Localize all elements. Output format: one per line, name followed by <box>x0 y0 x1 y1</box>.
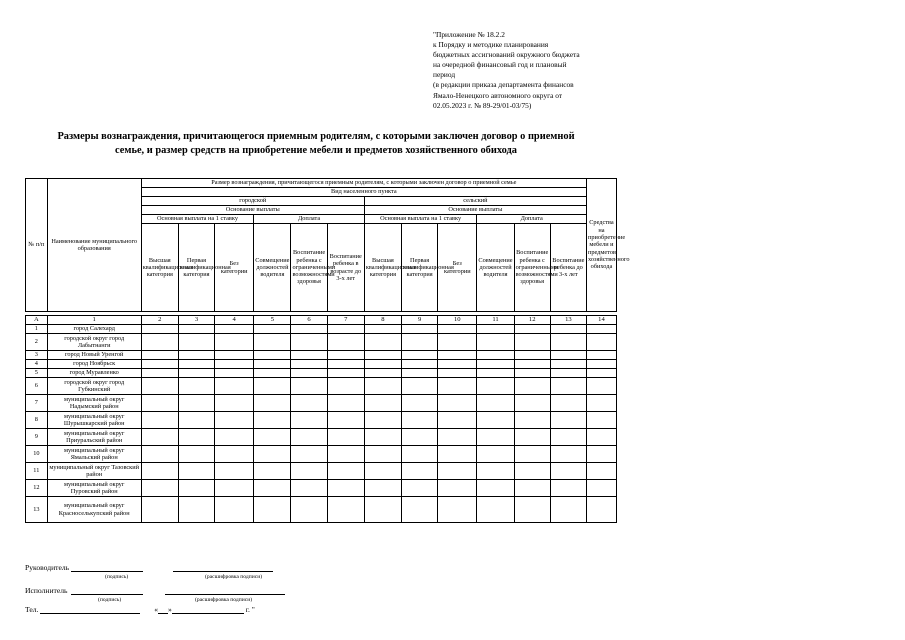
column-number: 5 <box>254 316 291 325</box>
value-cell[interactable] <box>477 395 514 412</box>
header-urban-sub-5: Воспитание ребенка с ограниченными возможностями здоровья <box>291 224 327 312</box>
table-row <box>26 378 617 395</box>
value-cell[interactable] <box>364 360 401 369</box>
column-number: 4 <box>215 316 254 325</box>
head-decode-line[interactable] <box>173 562 273 572</box>
value-cell[interactable] <box>586 446 616 463</box>
value-cell[interactable] <box>215 369 254 378</box>
value-cell[interactable] <box>514 446 550 463</box>
date-day-line[interactable] <box>158 604 168 614</box>
appendix-line: к Порядку и методике планирования <box>433 40 549 50</box>
header-rural-sub-6: Воспитание ребенка до 3-х лет <box>550 224 586 312</box>
appendix-line: на очередной финансовый год и плановый <box>433 60 567 70</box>
value-cell[interactable] <box>178 325 214 334</box>
value-cell[interactable] <box>364 497 401 523</box>
column-number: 9 <box>402 316 438 325</box>
value-cell[interactable] <box>438 378 477 395</box>
header-municipality: Наименование муниципального образования <box>47 179 141 312</box>
executor-signature-line[interactable] <box>71 585 143 595</box>
header-settlement-type: Вид населенного пункта <box>141 188 586 197</box>
row-number: 9 <box>26 429 48 446</box>
value-cell[interactable] <box>178 351 214 360</box>
header-rural-sub-1: Высшая квалификационная категория <box>364 224 401 312</box>
column-number: 3 <box>178 316 214 325</box>
value-cell[interactable] <box>550 325 586 334</box>
head-signature-line[interactable] <box>71 562 143 572</box>
table-row <box>26 325 617 334</box>
value-cell[interactable] <box>402 463 438 480</box>
value-cell[interactable] <box>254 378 291 395</box>
column-number: 8 <box>364 316 401 325</box>
phone-line[interactable] <box>40 604 140 614</box>
title-line-1: Размеры вознаграждения, причитающегося приемным родителям, с которыми заключен договор о приемной <box>57 131 575 142</box>
value-cell[interactable] <box>586 429 616 446</box>
value-cell[interactable] <box>327 497 364 523</box>
value-cell[interactable] <box>291 334 327 351</box>
value-cell[interactable] <box>364 351 401 360</box>
value-cell[interactable] <box>254 334 291 351</box>
table-row <box>26 395 617 412</box>
date-month-line[interactable] <box>172 604 244 614</box>
value-cell[interactable] <box>402 446 438 463</box>
value-cell[interactable] <box>477 369 514 378</box>
column-number: 6 <box>291 316 327 325</box>
value-cell[interactable] <box>550 395 586 412</box>
value-cell[interactable] <box>254 497 291 523</box>
value-cell[interactable] <box>254 325 291 334</box>
value-cell[interactable] <box>141 429 178 446</box>
value-cell[interactable] <box>178 497 214 523</box>
value-cell[interactable] <box>550 480 586 497</box>
value-cell[interactable] <box>477 325 514 334</box>
value-cell[interactable] <box>327 429 364 446</box>
header-number: № п/п <box>26 179 48 312</box>
value-cell[interactable] <box>550 360 586 369</box>
header-surcharge-rural: Доплата <box>477 215 587 224</box>
value-cell[interactable] <box>327 325 364 334</box>
table-row <box>26 446 617 463</box>
value-cell[interactable] <box>550 446 586 463</box>
header-furniture: Средства на приобретение мебели и предметов хозяйственного обихода <box>586 179 616 312</box>
value-cell[interactable] <box>402 412 438 429</box>
value-cell[interactable] <box>291 429 327 446</box>
value-cell[interactable] <box>327 480 364 497</box>
value-cell[interactable] <box>364 395 401 412</box>
value-cell[interactable] <box>364 412 401 429</box>
row-number: 1 <box>26 325 48 334</box>
value-cell[interactable] <box>550 463 586 480</box>
value-cell[interactable] <box>402 325 438 334</box>
value-cell[interactable] <box>402 360 438 369</box>
value-cell[interactable] <box>586 369 616 378</box>
row-number: 13 <box>26 497 48 523</box>
value-cell[interactable] <box>141 351 178 360</box>
row-number: 2 <box>26 334 48 351</box>
value-cell[interactable] <box>514 360 550 369</box>
value-cell[interactable] <box>215 325 254 334</box>
date-quote-open: « <box>154 605 159 614</box>
value-cell[interactable] <box>215 497 254 523</box>
value-cell[interactable] <box>550 497 586 523</box>
value-cell[interactable] <box>141 412 178 429</box>
value-cell[interactable] <box>514 369 550 378</box>
value-cell[interactable] <box>550 369 586 378</box>
table-row <box>26 429 617 446</box>
value-cell[interactable] <box>438 429 477 446</box>
value-cell[interactable] <box>438 446 477 463</box>
column-number: 7 <box>327 316 364 325</box>
value-cell[interactable] <box>438 480 477 497</box>
value-cell[interactable] <box>327 412 364 429</box>
appendix-line: Ямало-Ненецкого автономного округа от <box>433 90 563 100</box>
value-cell[interactable] <box>586 395 616 412</box>
date-quote-close: » <box>168 605 172 614</box>
value-cell[interactable] <box>141 463 178 480</box>
table-row <box>26 463 617 480</box>
header-rural-sub-5: Воспитание ребенка с ограниченными возможностями здоровья <box>514 224 550 312</box>
header-urban-sub-1: Высшая квалификационная категория <box>141 224 178 312</box>
value-cell[interactable] <box>438 360 477 369</box>
appendix-line: "Приложение № 18.2.2 <box>433 30 505 39</box>
appendix-line: период <box>433 70 456 80</box>
value-cell[interactable] <box>438 463 477 480</box>
table-row <box>26 369 617 378</box>
head-sign-hint: (подпись) <box>105 574 129 580</box>
value-cell[interactable] <box>178 334 214 351</box>
value-cell[interactable] <box>364 325 401 334</box>
value-cell[interactable] <box>438 334 477 351</box>
value-cell[interactable] <box>327 463 364 480</box>
value-cell[interactable] <box>291 463 327 480</box>
value-cell[interactable] <box>477 360 514 369</box>
value-cell[interactable] <box>215 412 254 429</box>
executor-label: Исполнитель <box>25 586 68 595</box>
row-municipality-name: город Салехард <box>47 325 141 334</box>
value-cell[interactable] <box>586 334 616 351</box>
row-municipality-name: муниципальный округ Тазовский район <box>47 463 141 480</box>
value-cell[interactable] <box>550 351 586 360</box>
header-urban: городской <box>141 197 364 206</box>
document-title <box>10 130 622 158</box>
value-cell[interactable] <box>550 378 586 395</box>
header-surcharge-urban: Доплата <box>254 215 365 224</box>
value-cell[interactable] <box>586 351 616 360</box>
value-cell[interactable] <box>402 378 438 395</box>
table-row <box>26 412 617 429</box>
value-cell[interactable] <box>402 480 438 497</box>
row-number: 3 <box>26 351 48 360</box>
value-cell[interactable] <box>402 351 438 360</box>
value-cell[interactable] <box>215 395 254 412</box>
value-cell[interactable] <box>327 334 364 351</box>
value-cell[interactable] <box>364 378 401 395</box>
value-cell[interactable] <box>291 480 327 497</box>
date-year-suffix: г. " <box>245 605 255 614</box>
value-cell[interactable] <box>327 369 364 378</box>
head-label: Руководитель <box>25 563 70 572</box>
value-cell[interactable] <box>215 334 254 351</box>
value-cell[interactable] <box>141 378 178 395</box>
row-municipality-name: муниципальный округ Шурышкарский район <box>47 412 141 429</box>
appendix-line: 02.05.2023 г. № 89-29/01-03/75) <box>433 100 532 110</box>
value-cell[interactable] <box>514 395 550 412</box>
value-cell[interactable] <box>178 480 214 497</box>
header-rural: сельский <box>364 197 586 206</box>
row-number: 6 <box>26 378 48 395</box>
value-cell[interactable] <box>477 334 514 351</box>
header-base-payment-rural: Основная выплата на 1 ставку <box>364 215 477 224</box>
value-cell[interactable] <box>402 497 438 523</box>
executor-decode-hint: (расшифровка подписи) <box>195 597 253 603</box>
value-cell[interactable] <box>327 351 364 360</box>
value-cell[interactable] <box>438 351 477 360</box>
value-cell[interactable] <box>178 463 214 480</box>
value-cell[interactable] <box>215 429 254 446</box>
value-cell[interactable] <box>254 351 291 360</box>
value-cell[interactable] <box>402 369 438 378</box>
column-number: 13 <box>550 316 586 325</box>
value-cell[interactable] <box>291 378 327 395</box>
value-cell[interactable] <box>477 497 514 523</box>
row-municipality-name: муниципальный округ Ямальский район <box>47 446 141 463</box>
value-cell[interactable] <box>215 446 254 463</box>
row-number: 4 <box>26 360 48 369</box>
value-cell[interactable] <box>364 429 401 446</box>
row-number: 8 <box>26 412 48 429</box>
value-cell[interactable] <box>586 360 616 369</box>
value-cell[interactable] <box>438 325 477 334</box>
head-signature-block <box>25 562 273 580</box>
value-cell[interactable] <box>586 412 616 429</box>
column-number: 14 <box>586 316 616 325</box>
value-cell[interactable] <box>477 412 514 429</box>
value-cell[interactable] <box>477 480 514 497</box>
value-cell[interactable] <box>364 446 401 463</box>
value-cell[interactable] <box>178 429 214 446</box>
row-municipality-name: муниципальный округ Пуровский район <box>47 480 141 497</box>
value-cell[interactable] <box>514 463 550 480</box>
header-rural-sub-3: Без категории <box>438 224 477 312</box>
value-cell[interactable] <box>438 395 477 412</box>
value-cell[interactable] <box>438 369 477 378</box>
value-cell[interactable] <box>586 497 616 523</box>
value-cell[interactable] <box>514 378 550 395</box>
table-row <box>26 351 617 360</box>
executor-decode-line[interactable] <box>165 585 285 595</box>
phone-date-block <box>25 604 255 614</box>
value-cell[interactable] <box>254 369 291 378</box>
value-cell[interactable] <box>586 378 616 395</box>
value-cell[interactable] <box>291 446 327 463</box>
value-cell[interactable] <box>141 325 178 334</box>
value-cell[interactable] <box>514 412 550 429</box>
value-cell[interactable] <box>402 334 438 351</box>
value-cell[interactable] <box>178 446 214 463</box>
header-remuneration-group: Размер вознаграждения, причитающегося приемным родителям, с которыми заключен договор о приемной семье <box>141 179 586 188</box>
value-cell[interactable] <box>514 480 550 497</box>
value-cell[interactable] <box>291 412 327 429</box>
value-cell[interactable] <box>215 463 254 480</box>
value-cell[interactable] <box>477 446 514 463</box>
value-cell[interactable] <box>364 463 401 480</box>
phone-label: Тел. <box>25 605 39 614</box>
row-municipality-name: городской округ город Лабытнанги <box>47 334 141 351</box>
value-cell[interactable] <box>178 395 214 412</box>
value-cell[interactable] <box>327 378 364 395</box>
value-cell[interactable] <box>141 497 178 523</box>
header-base-payment-urban: Основная выплата на 1 ставку <box>141 215 254 224</box>
value-cell[interactable] <box>254 412 291 429</box>
header-rural-sub-4: Совмещение должностей водителя <box>477 224 514 312</box>
value-cell[interactable] <box>291 325 327 334</box>
row-municipality-name: городской округ город Губкинский <box>47 378 141 395</box>
value-cell[interactable] <box>215 351 254 360</box>
value-cell[interactable] <box>215 378 254 395</box>
value-cell[interactable] <box>178 369 214 378</box>
value-cell[interactable] <box>586 463 616 480</box>
value-cell[interactable] <box>178 412 214 429</box>
value-cell[interactable] <box>254 480 291 497</box>
value-cell[interactable] <box>364 369 401 378</box>
column-number: 10 <box>438 316 477 325</box>
head-decode-hint: (расшифровка подписи) <box>205 574 263 580</box>
value-cell[interactable] <box>477 378 514 395</box>
executor-signature-block <box>25 585 285 603</box>
executor-sign-hint: (подпись) <box>98 597 122 603</box>
column-number: 2 <box>141 316 178 325</box>
value-cell[interactable] <box>291 360 327 369</box>
value-cell[interactable] <box>514 351 550 360</box>
value-cell[interactable] <box>550 412 586 429</box>
value-cell[interactable] <box>291 497 327 523</box>
value-cell[interactable] <box>178 378 214 395</box>
value-cell[interactable] <box>141 360 178 369</box>
row-number: 11 <box>26 463 48 480</box>
row-number: 7 <box>26 395 48 412</box>
value-cell[interactable] <box>514 334 550 351</box>
value-cell[interactable] <box>327 395 364 412</box>
header-payment-basis-rural: Основание выплаты <box>364 206 586 215</box>
table-row <box>26 360 617 369</box>
row-municipality-name: город Ноябрьск <box>47 360 141 369</box>
value-cell[interactable] <box>586 480 616 497</box>
value-cell[interactable] <box>514 325 550 334</box>
appendix-line: (в редакции приказа департамента финансов <box>433 80 574 90</box>
value-cell[interactable] <box>178 360 214 369</box>
value-cell[interactable] <box>364 334 401 351</box>
title-line-2: семье, и размер средств на приобретение мебели и предметов хозяйственного обихода <box>115 145 517 156</box>
header-payment-basis-urban: Основание выплаты <box>141 206 364 215</box>
value-cell[interactable] <box>141 334 178 351</box>
value-cell[interactable] <box>254 446 291 463</box>
row-municipality-name: город Муравленко <box>47 369 141 378</box>
value-cell[interactable] <box>291 351 327 360</box>
value-cell[interactable] <box>402 395 438 412</box>
header-rural-sub-2: Первая квалификационная категория <box>402 224 438 312</box>
appendix-note <box>433 30 628 111</box>
value-cell[interactable] <box>438 497 477 523</box>
table-row <box>26 497 617 523</box>
header-urban-sub-6: Воспитание ребенка в возрасте до 3-х лет <box>327 224 364 312</box>
row-municipality-name: муниципальный округ Красноселькупский район <box>47 497 141 523</box>
value-cell[interactable] <box>215 360 254 369</box>
value-cell[interactable] <box>254 360 291 369</box>
table-row <box>26 480 617 497</box>
value-cell[interactable] <box>215 480 254 497</box>
value-cell[interactable] <box>254 395 291 412</box>
value-cell[interactable] <box>141 369 178 378</box>
row-municipality-name: город Новый Уренгой <box>47 351 141 360</box>
row-number: 5 <box>26 369 48 378</box>
value-cell[interactable] <box>514 497 550 523</box>
appendix-line: бюджетных ассигнований окружного бюджета <box>433 50 580 60</box>
value-cell[interactable] <box>141 446 178 463</box>
value-cell[interactable] <box>438 412 477 429</box>
value-cell[interactable] <box>477 463 514 480</box>
value-cell[interactable] <box>291 369 327 378</box>
column-number: 11 <box>477 316 514 325</box>
column-number: 12 <box>514 316 550 325</box>
value-cell[interactable] <box>141 395 178 412</box>
row-municipality-name: муниципальный округ Надымский район <box>47 395 141 412</box>
row-number: 12 <box>26 480 48 497</box>
table-row <box>26 334 617 351</box>
column-number: А <box>26 316 48 325</box>
value-cell[interactable] <box>141 480 178 497</box>
value-cell[interactable] <box>477 429 514 446</box>
header-urban-sub-2: Первая квалификационная категория <box>178 224 214 312</box>
value-cell[interactable] <box>327 360 364 369</box>
row-number: 10 <box>26 446 48 463</box>
value-cell[interactable] <box>514 429 550 446</box>
value-cell[interactable] <box>327 446 364 463</box>
row-municipality-name: муниципальный округ Приуральский район <box>47 429 141 446</box>
remuneration-table <box>25 178 630 523</box>
header-urban-sub-4: Совмещение должностей водителя <box>254 224 291 312</box>
value-cell[interactable] <box>364 480 401 497</box>
header-urban-sub-3: Без категории <box>215 224 254 312</box>
value-cell[interactable] <box>402 429 438 446</box>
value-cell[interactable] <box>586 325 616 334</box>
value-cell[interactable] <box>550 334 586 351</box>
value-cell[interactable] <box>477 351 514 360</box>
value-cell[interactable] <box>291 395 327 412</box>
value-cell[interactable] <box>254 429 291 446</box>
value-cell[interactable] <box>550 429 586 446</box>
column-number: 1 <box>47 316 141 325</box>
value-cell[interactable] <box>254 463 291 480</box>
